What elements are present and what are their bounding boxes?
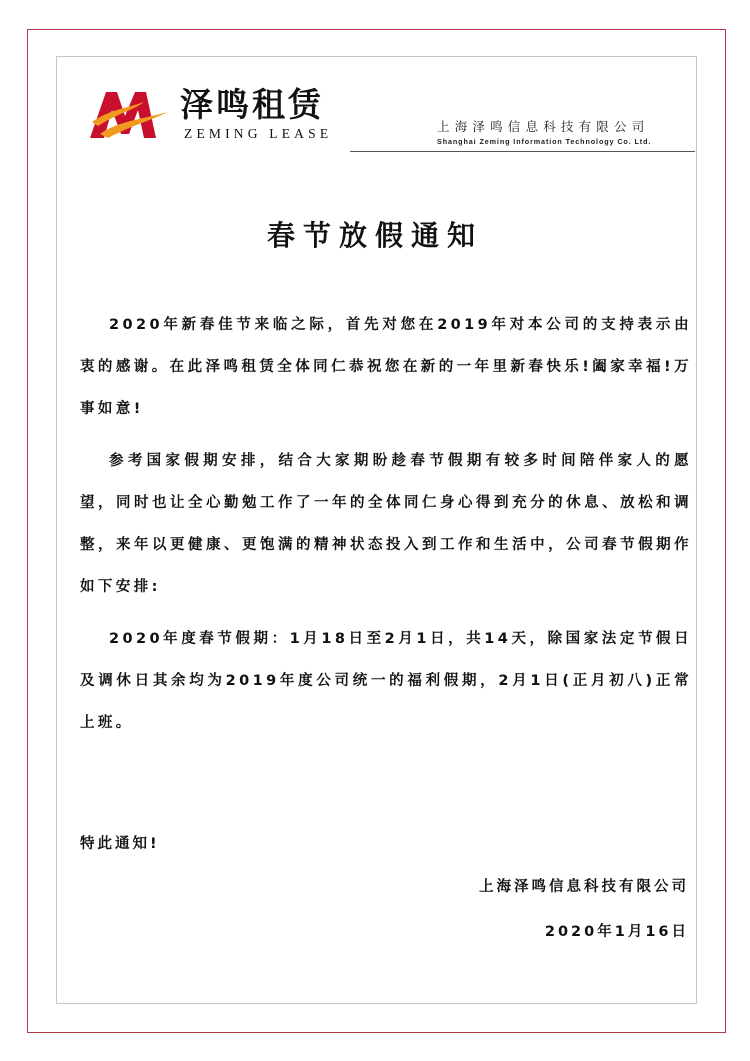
- paragraph-greeting: 2020年新春佳节来临之际，首先对您在2019年对本公司的支持表示由衷的感谢。在此泽鸣租赁全体同仁恭祝您在新的一年里新春快乐!阖家幸福!万事如意!: [80, 317, 692, 417]
- notice-body: [80, 304, 692, 754]
- company-name-en: Shanghai Zeming Information Technology Co. Ltd.: [437, 137, 652, 146]
- zm-logo-icon: [86, 88, 174, 142]
- company-name-cn: 上海泽鸣信息科技有限公司: [437, 119, 650, 134]
- signature-date: 2020年1月16日: [544, 924, 689, 940]
- paragraph-arrangement: 参考国家假期安排，结合大家期盼趁春节假期有较多时间陪伴家人的愿望，同时也让全心勤勉工作了一年的全体同仁身心得到充分的休息、放松和调整，来年以更健康、更饱满的精神状态投入到工作和生活中，公司春节假期作如下安排:: [80, 453, 692, 595]
- header-divider: [350, 151, 695, 152]
- brand-name-cn: 泽鸣租赁: [180, 85, 324, 124]
- signature-company: 上海泽鸣信息科技有限公司: [479, 879, 689, 895]
- brand-name-en: ZEMING LEASE: [184, 126, 333, 141]
- notice-title: 春节放假通知: [266, 219, 483, 252]
- paragraph-schedule: 2020年度春节假期：1月18日至2月1日，共14天，除国家法定节假日及调休日其余均为2019年度公司统一的福利假期，2月1日(正月初八)正常上班。: [80, 631, 692, 731]
- closing-line: 特此通知!: [80, 836, 160, 852]
